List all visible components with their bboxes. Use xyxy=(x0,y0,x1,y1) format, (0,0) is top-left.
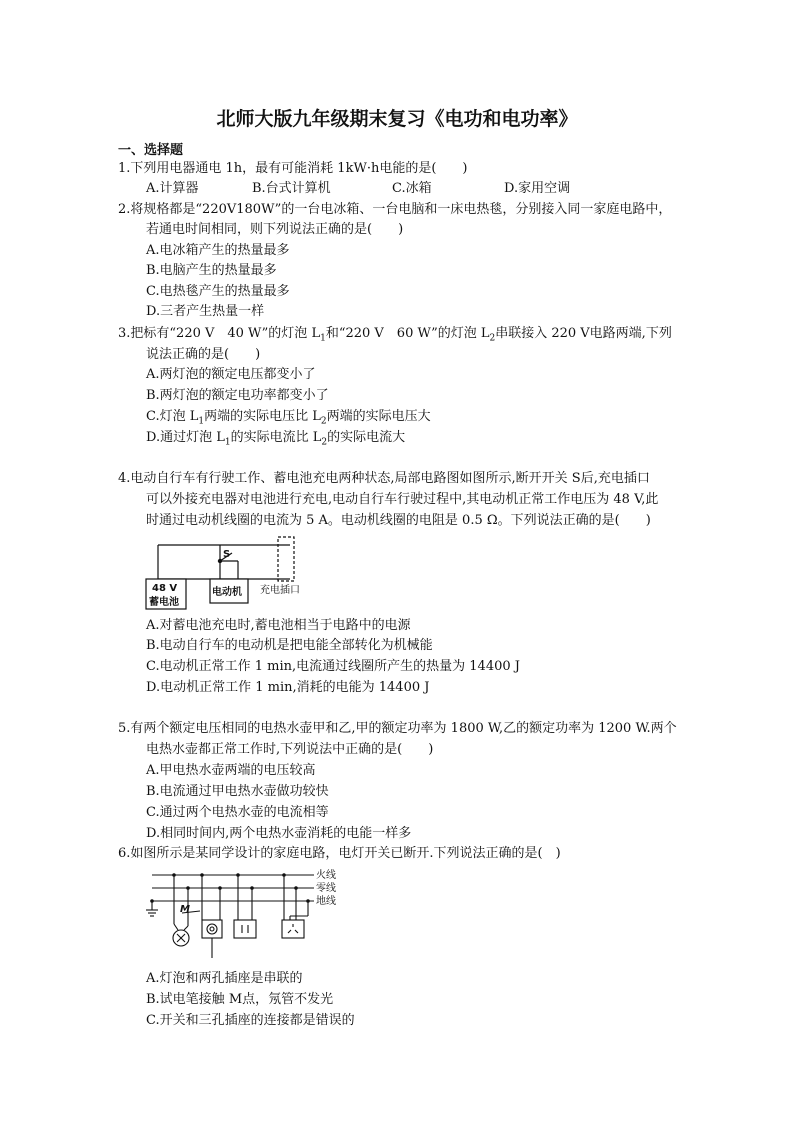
q3-option-c xyxy=(146,408,431,431)
q2-option-a: A.电冰箱产生的热量最多 xyxy=(146,243,290,258)
subscript: 2 xyxy=(321,437,328,448)
page-title: 北师大版九年级期末复习《电功和电功率》 xyxy=(216,108,578,130)
q2-option-d: D.三者产生热量一样 xyxy=(146,304,265,319)
charging-port-box xyxy=(278,537,294,581)
switch-knob xyxy=(207,924,217,934)
socket3-hole-right xyxy=(295,930,298,933)
q4-option-d: D.电动机正常工作 1 min,消耗的电能为 14400 J xyxy=(146,680,430,695)
q3-option-a: A.两灯泡的额定电压都变小了 xyxy=(146,367,316,382)
neutral-line-label: 零线 xyxy=(316,883,336,894)
q1-option-c: C.冰箱 xyxy=(392,181,432,196)
motor-label: 电动机 xyxy=(212,587,242,598)
junction-dot xyxy=(218,886,222,890)
q6-option-c: C.开关和三孔插座的连接都是错误的 xyxy=(146,1013,355,1028)
q5-option-c: C.通过两个电热水壶的电流相等 xyxy=(146,805,329,820)
charging-port-label: 充电插口 xyxy=(260,585,300,596)
junction-dot xyxy=(200,873,204,877)
q4-option-c: C.电动机正常工作 1 min,电流通过线圈所产生的热量为 14400 J xyxy=(146,659,520,674)
q3-stem-line2: 说法正确的是( ) xyxy=(146,347,261,362)
q6-household-circuit xyxy=(144,866,344,966)
junction-dot xyxy=(306,899,310,903)
m-point-label: M xyxy=(180,904,190,915)
lamp-lead-2 xyxy=(184,926,188,930)
switch-pivot xyxy=(218,559,221,562)
q3-stem-line1 xyxy=(118,325,672,348)
q5-option-a: A.甲电热水壶两端的电压较高 xyxy=(146,763,316,778)
battery-voltage-label: 48 V xyxy=(152,583,178,594)
subscript: 1 xyxy=(198,416,205,427)
q4-stem-line1: 4.电动自行车有行驶工作、蓄电池充电两种状态,局部电路图如图所示,断开开关 S后,充电插口 xyxy=(118,471,650,486)
switch-label: S xyxy=(223,549,231,560)
q6-stem: 6.如图所示是某同学设计的家庭电路，电灯开关已断开.下列说法正确的是( ) xyxy=(118,846,561,861)
q3-option-d-part: D.通过灯泡 L xyxy=(146,430,225,445)
subscript: 1 xyxy=(320,333,326,344)
q3-stem-part: 3.把标有“220 V 40 W”的灯泡 L xyxy=(118,326,321,341)
earth-line-label: 地线 xyxy=(316,896,336,907)
section-heading: 一、选择题 xyxy=(118,143,184,158)
three-hole-socket-box xyxy=(282,920,304,938)
q3-option-b: B.两灯泡的额定电功率都变小了 xyxy=(146,388,329,403)
junction-dot xyxy=(172,873,176,877)
q1-stem: 1.下列用电器通电 1h，最有可能消耗 1kW·h电能的是( ) xyxy=(118,161,468,176)
q2-option-c: C.电热毯产生的热量最多 xyxy=(146,284,290,299)
q3-option-c-part: 两端的实际电压大 xyxy=(326,409,431,424)
q1-option-a: A.计算器 xyxy=(146,181,199,196)
q2-stem-line1: 2.将规格都是“220V180W”的一台电冰箱、一台电脑和一床电热毯，分别接入同一家庭电路中， xyxy=(118,202,672,217)
q5-stem-line2: 电热水壶都正常工作时,下列说法中正确的是( ) xyxy=(146,742,434,757)
q3-option-d xyxy=(146,429,405,452)
subscript: 2 xyxy=(489,333,496,344)
junction-dot xyxy=(250,886,254,890)
subscript: 2 xyxy=(320,416,327,427)
q5-option-d: D.相同时间内,两个电热水壶消耗的电能一样多 xyxy=(146,826,412,841)
q3-option-d-part: 的实际电流比 L xyxy=(230,430,322,445)
q4-option-b: B.电动自行车的电动机是把电能全部转化为机械能 xyxy=(146,638,433,653)
junction-dot xyxy=(282,873,286,877)
q4-circuit-diagram xyxy=(140,535,310,615)
junction-dot xyxy=(236,873,240,877)
q3-stem-part: 串联接入 220 V电路两端,下列 xyxy=(495,326,672,341)
q3-option-d-part: 的实际电流大 xyxy=(327,430,406,445)
q5-option-b: B.电流通过甲电热水壶做功较快 xyxy=(146,784,329,799)
switch-knob-inner xyxy=(210,927,214,931)
q2-stem-line2: 若通电时间相同，则下列说法正确的是( ) xyxy=(146,222,404,237)
q6-option-b: B.试电笔接触 M点，氖管不发光 xyxy=(146,992,334,1007)
q6-option-a: A.灯泡和两孔插座是串联的 xyxy=(146,971,303,986)
lamp-lead-1 xyxy=(174,924,178,930)
two-hole-socket-box xyxy=(234,920,256,938)
q3-stem-part: 和“220 V 60 W”的灯泡 L xyxy=(325,326,490,341)
socket3-hole-left xyxy=(288,930,291,933)
q5-stem-line1: 5.有两个额定电压相同的电热水壶甲和乙,甲的额定功率为 1800 W,乙的额定功率为 1200 W.两个 xyxy=(118,721,677,736)
q1-option-d: D.家用空调 xyxy=(504,181,571,196)
junction-dot xyxy=(186,886,190,890)
q2-option-b: B.电脑产生的热量最多 xyxy=(146,263,277,278)
q3-option-c-part: C.灯泡 L xyxy=(146,409,199,424)
battery-label: 蓄电池 xyxy=(149,597,179,608)
q4-option-a: A.对蓄电池充电时,蓄电池相当于电路中的电源 xyxy=(146,618,411,633)
subscript: 1 xyxy=(224,437,231,448)
q3-option-c-part: 两端的实际电压比 L xyxy=(204,409,321,424)
q4-stem-line2: 可以外接充电器对电池进行充电,电动自行车行驶过程中,其电动机正常工作电压为 48 V,此 xyxy=(146,492,659,507)
junction-dot xyxy=(294,886,298,890)
switch-box xyxy=(202,920,222,938)
q4-stem-line3: 时通过电动机线圈的电流为 5 A。电动机线圈的电阻是 0.5 Ω。下列说法正确的是( ) xyxy=(146,513,651,528)
q1-option-b: B.台式计算机 xyxy=(252,181,331,196)
junction-dot xyxy=(150,899,154,903)
live-line-label: 火线 xyxy=(316,870,336,881)
